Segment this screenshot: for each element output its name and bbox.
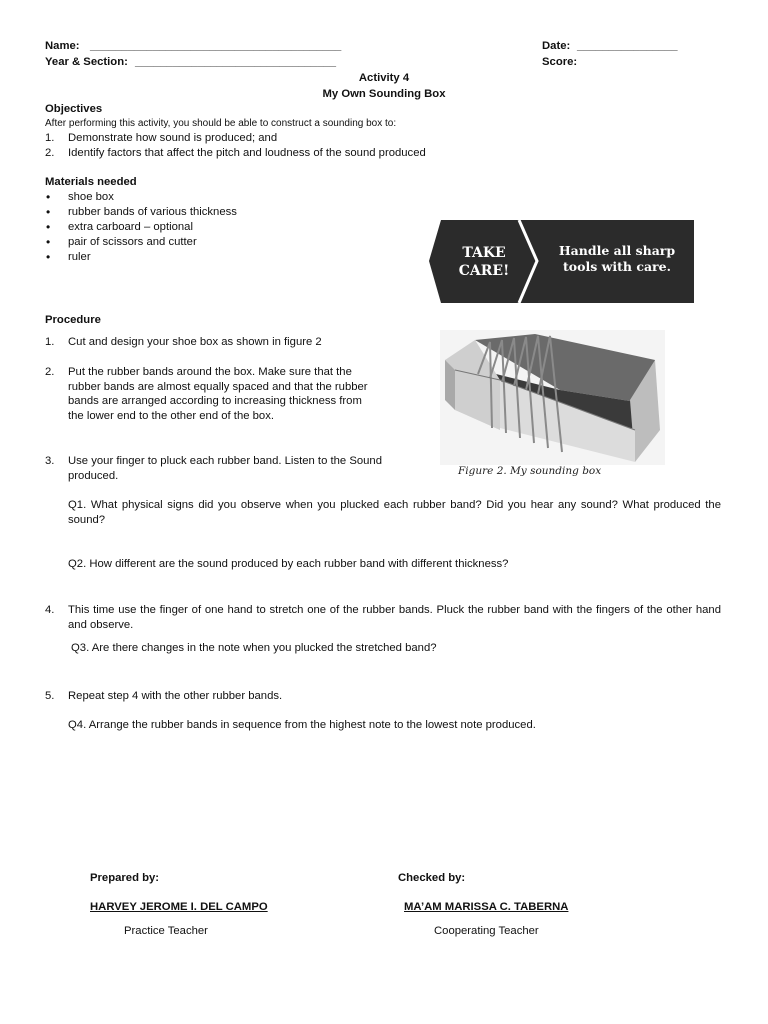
material-item: pair of scissors and cutter (68, 236, 197, 248)
objective-num-1: 1. (45, 132, 55, 144)
activity-number: Activity 4 (358, 72, 410, 84)
step-text-3: Use your finger to pluck each rubber band. Listen to the Sound produced. (68, 455, 383, 482)
take-care-text-line1: TAKE (462, 245, 506, 261)
step-text-2: Put the rubber bands around the box. Make sure that the rubber bands are almost equally spaced and that the rubber bands are arranged according to increasing thickness from the lower end to the other end of the box. (68, 366, 368, 422)
section-label: Year & Section: (45, 56, 128, 68)
date-line: ________________ (577, 40, 678, 52)
objectives-intro: After performing this activity, you should be able to construct a sounding box to: (45, 118, 397, 129)
question-2: Q2. How different are the sound produced by each rubber band with different thickness? (68, 558, 509, 570)
handle-tools-line1: Handle all sharp (558, 243, 676, 258)
name-line: ________________________________________ (90, 40, 342, 52)
date-label: Date: (542, 40, 571, 52)
step-num-3: 3. (45, 455, 55, 467)
prepared-by-name: HARVEY JEROME I. DEL CAMPO (90, 901, 268, 913)
material-item: ruler (68, 251, 91, 263)
question-4: Q4. Arrange the rubber bands in sequence from the highest note to the lowest note produced. (68, 719, 536, 731)
checked-by-role: Cooperating Teacher (434, 925, 539, 937)
step-text-4: This time use the finger of one hand to stretch one of the rubber bands. Pluck the rubber band with the fingers of the other hand and observe. (68, 604, 721, 631)
step-num-4: 4. (45, 604, 55, 616)
material-item: rubber bands of various thickness (68, 206, 237, 218)
material-bullet: • (46, 220, 51, 234)
objective-text-1: Demonstrate how sound is produced; and (68, 132, 278, 144)
materials-heading: Materials needed (45, 176, 137, 188)
objective-text-2: Identify factors that affect the pitch and loudness of the sound produced (68, 147, 426, 159)
take-care-text-line2: CARE! (458, 263, 510, 279)
step-num-1: 1. (45, 336, 55, 348)
score-label: Score: (542, 56, 578, 68)
prepared-by-role: Practice Teacher (124, 925, 208, 937)
figure-caption: Figure 2. My sounding box (458, 465, 602, 477)
step-num-2: 2. (45, 366, 55, 378)
material-item: shoe box (68, 191, 114, 203)
step-text-5: Repeat step 4 with the other rubber bands. (68, 690, 283, 702)
sounding-box-image (440, 330, 665, 465)
material-bullet: • (46, 250, 51, 264)
procedure-heading: Procedure (45, 314, 101, 326)
question-3: Q3. Are there changes in the note when you plucked the stretched band? (71, 642, 437, 654)
question-1: Q1. What physical signs did you observe when you plucked each rubber band? Did you hear any sound? What produced the sound? (68, 499, 721, 526)
material-bullet: • (46, 190, 51, 204)
objective-num-2: 2. (45, 147, 55, 159)
checked-by-label: Checked by: (398, 872, 466, 884)
material-item: extra carboard – optional (68, 221, 193, 233)
name-label: Name: (45, 40, 80, 52)
checked-by-name: MA’AM MARISSA C. TABERNA (404, 901, 569, 913)
step-text-1: Cut and design your shoe box as shown in figure 2 (68, 336, 322, 348)
sounding-box-figure (440, 330, 665, 480)
material-bullet: • (46, 235, 51, 249)
take-care-banner (429, 220, 694, 303)
activity-title: My Own Sounding Box (322, 88, 446, 100)
section-line: ________________________________ (135, 56, 337, 68)
step-num-5: 5. (45, 690, 55, 702)
prepared-by-label: Prepared by: (90, 872, 160, 884)
handle-tools-line2: tools with care. (563, 259, 671, 274)
objectives-heading: Objectives (45, 103, 103, 115)
material-bullet: • (46, 205, 51, 219)
